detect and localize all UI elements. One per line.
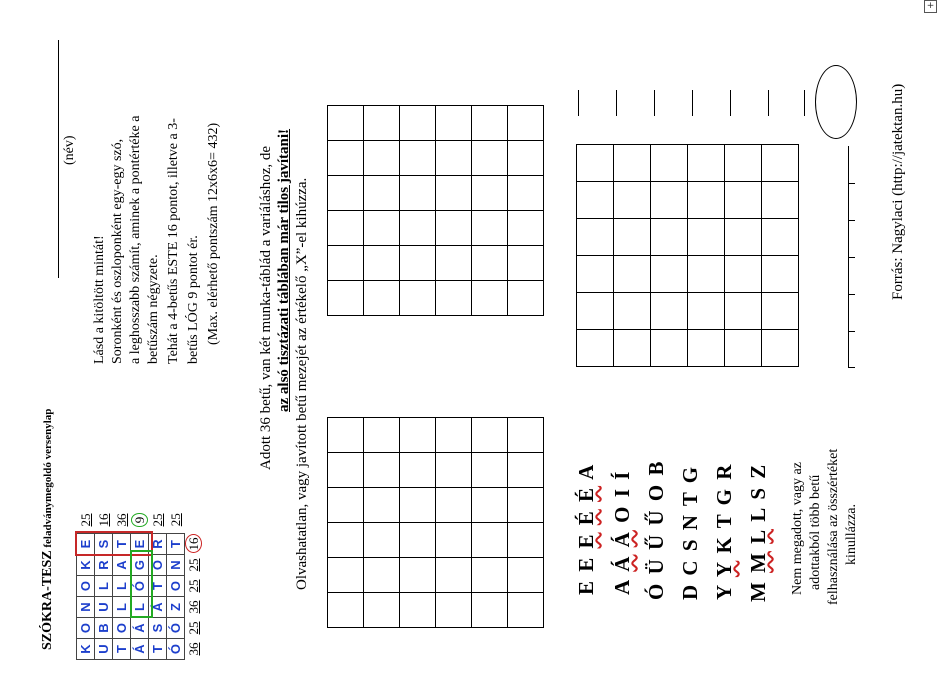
letter: E <box>574 532 598 549</box>
work-cell[interactable] <box>328 176 364 211</box>
letter: É <box>574 509 598 526</box>
work-cell[interactable] <box>400 523 436 558</box>
sample-cell: O <box>77 618 95 639</box>
work-cell[interactable] <box>436 106 472 141</box>
letter-row-1 <box>574 463 599 595</box>
final-cell[interactable] <box>577 219 614 256</box>
final-cell[interactable] <box>577 182 614 219</box>
work-cell[interactable] <box>400 453 436 488</box>
instruction-line-4: betűszám négyzete. <box>146 254 161 364</box>
letter: Á <box>610 554 634 572</box>
highlight-word-log <box>130 550 153 618</box>
rules-line-1: Adott 36 betű, van két munka-táblád a variáláshoz, de <box>258 145 274 470</box>
work-cell[interactable] <box>328 246 364 281</box>
sample-cell: T <box>149 576 167 597</box>
letter: Ű <box>644 532 668 550</box>
sample-cell: R <box>95 555 113 576</box>
page-title <box>40 409 56 650</box>
name-label: (név) <box>62 135 77 165</box>
row-score-circled <box>131 507 149 534</box>
work-cell[interactable] <box>436 593 472 628</box>
footnote-line-4: kinullázza. <box>844 503 859 565</box>
letter: C <box>678 558 702 576</box>
footnote-line-3: felhasználása az összértéket <box>826 448 841 605</box>
work-cell[interactable] <box>472 281 508 316</box>
sample-cell: Ó <box>167 639 185 660</box>
final-cell[interactable] <box>651 219 688 256</box>
work-cell[interactable] <box>328 141 364 176</box>
letter: E <box>574 555 598 572</box>
work-cell[interactable] <box>328 418 364 453</box>
letter: A <box>574 462 598 480</box>
letter: A <box>610 578 634 595</box>
work-cell[interactable] <box>364 523 400 558</box>
sample-cell: N <box>167 555 185 576</box>
work-cell[interactable] <box>436 211 472 246</box>
letter: Ű <box>644 508 668 526</box>
sample-cell: B <box>95 618 113 639</box>
instruction-line-7: (Max. elérhető pontszám 12x6x6= 432) <box>206 122 221 345</box>
final-cell[interactable] <box>725 330 762 367</box>
col-score-line[interactable] <box>692 90 693 116</box>
letter: Ó <box>644 581 668 600</box>
work-cell[interactable] <box>328 211 364 246</box>
final-cell[interactable] <box>614 182 651 219</box>
sample-cell: O <box>167 576 185 597</box>
sample-cell: L <box>113 576 131 597</box>
final-cell[interactable] <box>688 219 725 256</box>
final-cell[interactable] <box>651 330 688 367</box>
row-score-tick[interactable] <box>848 331 855 332</box>
sample-cell: K <box>77 639 95 660</box>
letter-row-4 <box>678 465 703 600</box>
sample-row <box>167 507 185 660</box>
letter: D <box>678 582 702 600</box>
work-cell[interactable] <box>328 106 364 141</box>
letter: K <box>712 535 736 554</box>
row-score-tick[interactable] <box>848 183 855 184</box>
footnote-line-2: adottakból több betű <box>808 474 823 590</box>
work-cell[interactable] <box>364 453 400 488</box>
work-cell[interactable] <box>508 488 544 523</box>
col-score: 36 <box>185 600 201 614</box>
final-cell[interactable] <box>762 330 799 367</box>
col-score-circled <box>185 534 203 555</box>
work-cell[interactable] <box>436 418 472 453</box>
work-cell[interactable] <box>328 488 364 523</box>
final-cell[interactable] <box>762 219 799 256</box>
work-cell[interactable] <box>436 488 472 523</box>
work-cell[interactable] <box>472 418 508 453</box>
letter: M <box>746 551 770 573</box>
work-cell[interactable] <box>400 141 436 176</box>
final-cell[interactable] <box>725 219 762 256</box>
work-cell[interactable] <box>472 141 508 176</box>
final-grid[interactable] <box>576 144 799 367</box>
work-cell[interactable] <box>436 281 472 316</box>
final-cell[interactable] <box>725 182 762 219</box>
final-cell[interactable] <box>725 293 762 330</box>
letter: B <box>644 459 668 476</box>
rules-line-2: az alsó tisztázati táblában már tilos javítani! <box>276 128 292 412</box>
col-score-line[interactable] <box>804 90 805 116</box>
sample-row <box>77 507 95 660</box>
work-cell[interactable] <box>472 523 508 558</box>
letter: N <box>678 513 702 531</box>
sample-row <box>113 507 131 660</box>
final-cell[interactable] <box>688 330 725 367</box>
col-score-line[interactable] <box>768 90 769 116</box>
letter: G <box>678 464 702 484</box>
work-cell[interactable] <box>400 593 436 628</box>
work-cell[interactable] <box>364 593 400 628</box>
sample-cell: O <box>149 555 167 576</box>
letter: G <box>712 487 736 506</box>
work-cell[interactable] <box>472 453 508 488</box>
work-cell[interactable] <box>328 593 364 628</box>
sample-cell: Z <box>167 597 185 618</box>
row-score-tick[interactable] <box>848 367 855 368</box>
sample-cell: T <box>167 534 185 555</box>
work-cell[interactable] <box>364 141 400 176</box>
sample-cell: Ó <box>131 576 149 597</box>
title-main: SZÓKRA-TESZ <box>40 550 55 650</box>
row-score: 16 <box>95 513 111 527</box>
sample-cell: E <box>77 534 95 555</box>
footnote-line-1: Nem megadott, vagy az <box>790 462 805 595</box>
work-cell[interactable] <box>400 488 436 523</box>
work-cell[interactable] <box>508 281 544 316</box>
work-cell[interactable] <box>472 106 508 141</box>
sample-cell: Á <box>131 639 149 660</box>
sample-cell: E <box>131 534 149 555</box>
work-cell[interactable] <box>508 418 544 453</box>
final-cell[interactable] <box>614 145 651 182</box>
work-cell[interactable] <box>328 453 364 488</box>
letter: L <box>746 506 770 522</box>
letter: Ü <box>644 557 668 575</box>
work-cell[interactable] <box>472 176 508 211</box>
letter-row-6 <box>746 463 771 602</box>
col-score-line[interactable] <box>578 90 579 116</box>
work-cell[interactable] <box>364 176 400 211</box>
final-cell[interactable] <box>688 256 725 293</box>
final-cell[interactable] <box>688 293 725 330</box>
col-score: 25 <box>185 621 201 635</box>
letter: Á <box>610 530 634 548</box>
letter: É <box>574 485 598 502</box>
rules-line-3 <box>294 178 311 590</box>
col-score-line[interactable] <box>654 90 655 116</box>
sample-cell: L <box>131 597 149 618</box>
letter-row-2 <box>610 470 635 595</box>
work-grid-1[interactable] <box>327 105 544 316</box>
work-cell[interactable] <box>364 106 400 141</box>
letter: S <box>678 537 702 552</box>
final-cell[interactable] <box>762 182 799 219</box>
final-cell[interactable] <box>688 145 725 182</box>
work-cell[interactable] <box>364 488 400 523</box>
instruction-line-3: a leghosszabb számít, aminek a pontértéke a <box>128 115 143 364</box>
final-cell[interactable] <box>688 182 725 219</box>
work-cell[interactable] <box>472 593 508 628</box>
col-score: 36 <box>185 642 201 656</box>
source-credit: Forrás: Nagylaci (http://jatektan.hu) <box>890 83 906 300</box>
work-cell[interactable] <box>436 523 472 558</box>
work-cell[interactable] <box>508 211 544 246</box>
sample-cell: L <box>113 597 131 618</box>
col-score-line[interactable] <box>616 90 617 116</box>
rules-line-3-x: „X”-el <box>294 231 310 272</box>
instruction-line-2: Soronként és oszloponként egy-egy szó, <box>110 138 125 364</box>
final-cell[interactable] <box>651 293 688 330</box>
work-cell[interactable] <box>436 453 472 488</box>
sample-cell: O <box>77 576 95 597</box>
work-cell[interactable] <box>472 558 508 593</box>
final-cell[interactable] <box>651 145 688 182</box>
work-cell[interactable] <box>364 418 400 453</box>
work-cell[interactable] <box>400 211 436 246</box>
work-cell[interactable] <box>400 106 436 141</box>
work-cell[interactable] <box>364 558 400 593</box>
letter: Y <box>712 560 736 578</box>
sample-cell: S <box>149 618 167 639</box>
title-sub: feladványmegoldó versenylap <box>42 408 54 551</box>
work-grid-2[interactable] <box>327 417 544 628</box>
final-cell[interactable] <box>614 219 651 256</box>
instruction-line-1: Lásd a kitöltött mintát! <box>92 235 107 364</box>
rules-line-3-post: kihúzza. <box>294 177 310 232</box>
letter-row-5 <box>712 463 737 600</box>
row-score-tick[interactable] <box>848 257 855 258</box>
work-cell[interactable] <box>364 211 400 246</box>
sample-cell: Ó <box>167 618 185 639</box>
row-score: 25 <box>149 513 165 527</box>
letter: E <box>574 578 598 595</box>
final-cell[interactable] <box>577 256 614 293</box>
final-cell[interactable] <box>725 145 762 182</box>
sample-cell: A <box>113 555 131 576</box>
work-cell[interactable] <box>508 246 544 281</box>
name-line[interactable] <box>58 40 59 278</box>
work-cell[interactable] <box>472 211 508 246</box>
work-cell[interactable] <box>328 281 364 316</box>
sample-cell: K <box>77 555 95 576</box>
work-cell[interactable] <box>508 558 544 593</box>
letter: Í <box>610 469 634 480</box>
work-cell[interactable] <box>508 523 544 558</box>
letter: I <box>610 487 634 498</box>
letter: T <box>678 490 702 507</box>
letter: L <box>746 528 770 544</box>
sample-cell: T <box>113 639 131 660</box>
col-score-row <box>185 507 203 660</box>
rules-line-3-pre: Olvashatatlan, vagy javított betű mezejét az értékelő <box>294 271 310 590</box>
sample-row <box>95 507 113 660</box>
letter: Y <box>712 583 736 600</box>
work-cell[interactable] <box>436 176 472 211</box>
work-cell[interactable] <box>400 176 436 211</box>
row-score-tick[interactable] <box>848 294 855 295</box>
sample-cell: N <box>77 597 95 618</box>
row-score: 25 <box>167 513 183 527</box>
sample-cell: Á <box>149 597 167 618</box>
work-cell[interactable] <box>364 246 400 281</box>
letter: T <box>712 512 736 529</box>
col-score: 25 <box>185 558 201 572</box>
letter-row-3 <box>644 460 669 600</box>
instruction-line-5: Tehát a 4-betűs ESTE 16 pontot, illetve a 3- <box>166 118 181 364</box>
work-cell[interactable] <box>400 281 436 316</box>
sample-cell: R <box>149 534 167 555</box>
final-cell[interactable] <box>725 256 762 293</box>
row-score: 36 <box>113 513 129 527</box>
sample-cell: U <box>95 639 113 660</box>
final-cell[interactable] <box>762 293 799 330</box>
work-cell[interactable] <box>508 593 544 628</box>
col-score: 16 <box>185 535 202 554</box>
work-cell[interactable] <box>508 141 544 176</box>
letter: S <box>746 485 770 500</box>
work-cell[interactable] <box>328 523 364 558</box>
final-cell[interactable] <box>577 293 614 330</box>
sample-cell: S <box>95 534 113 555</box>
sample-cell: T <box>149 639 167 660</box>
final-cell[interactable] <box>762 145 799 182</box>
row-score: 25 <box>77 513 93 527</box>
final-cell[interactable] <box>614 330 651 367</box>
sample-cell: L <box>95 576 113 597</box>
letter: M <box>746 580 770 602</box>
work-cell[interactable] <box>328 558 364 593</box>
work-cell[interactable] <box>400 418 436 453</box>
work-cell[interactable] <box>508 106 544 141</box>
work-cell[interactable] <box>472 488 508 523</box>
letter: O <box>610 504 634 523</box>
work-cell[interactable] <box>472 246 508 281</box>
col-score: 25 <box>185 579 201 593</box>
final-cell[interactable] <box>762 256 799 293</box>
final-cell[interactable] <box>651 256 688 293</box>
instruction-line-6: betűs LÓG 9 pontot ér. <box>186 235 201 364</box>
work-cell[interactable] <box>436 558 472 593</box>
move-handle-icon[interactable]: + <box>924 0 937 13</box>
work-cell[interactable] <box>400 246 436 281</box>
letter: Z <box>746 462 770 479</box>
sample-cell: U <box>95 597 113 618</box>
work-cell[interactable] <box>436 246 472 281</box>
row-score: 9 <box>131 513 148 528</box>
final-cell[interactable] <box>577 145 614 182</box>
final-cell[interactable] <box>614 293 651 330</box>
sample-grid <box>76 506 202 660</box>
work-cell[interactable] <box>436 141 472 176</box>
work-cell[interactable] <box>364 281 400 316</box>
final-cell[interactable] <box>614 256 651 293</box>
col-score-line[interactable] <box>730 90 731 116</box>
sample-cell: O <box>113 618 131 639</box>
letter: R <box>712 462 736 480</box>
work-cell[interactable] <box>400 558 436 593</box>
sample-cell: Á <box>131 618 149 639</box>
work-cell[interactable] <box>508 453 544 488</box>
total-score-oval[interactable] <box>815 65 857 139</box>
work-cell[interactable] <box>508 176 544 211</box>
final-cell[interactable] <box>651 182 688 219</box>
row-score-tick[interactable] <box>848 220 855 221</box>
sample-cell: T <box>113 534 131 555</box>
letter: O <box>644 482 668 502</box>
sample-cell: G <box>131 555 149 576</box>
final-cell[interactable] <box>577 330 614 367</box>
